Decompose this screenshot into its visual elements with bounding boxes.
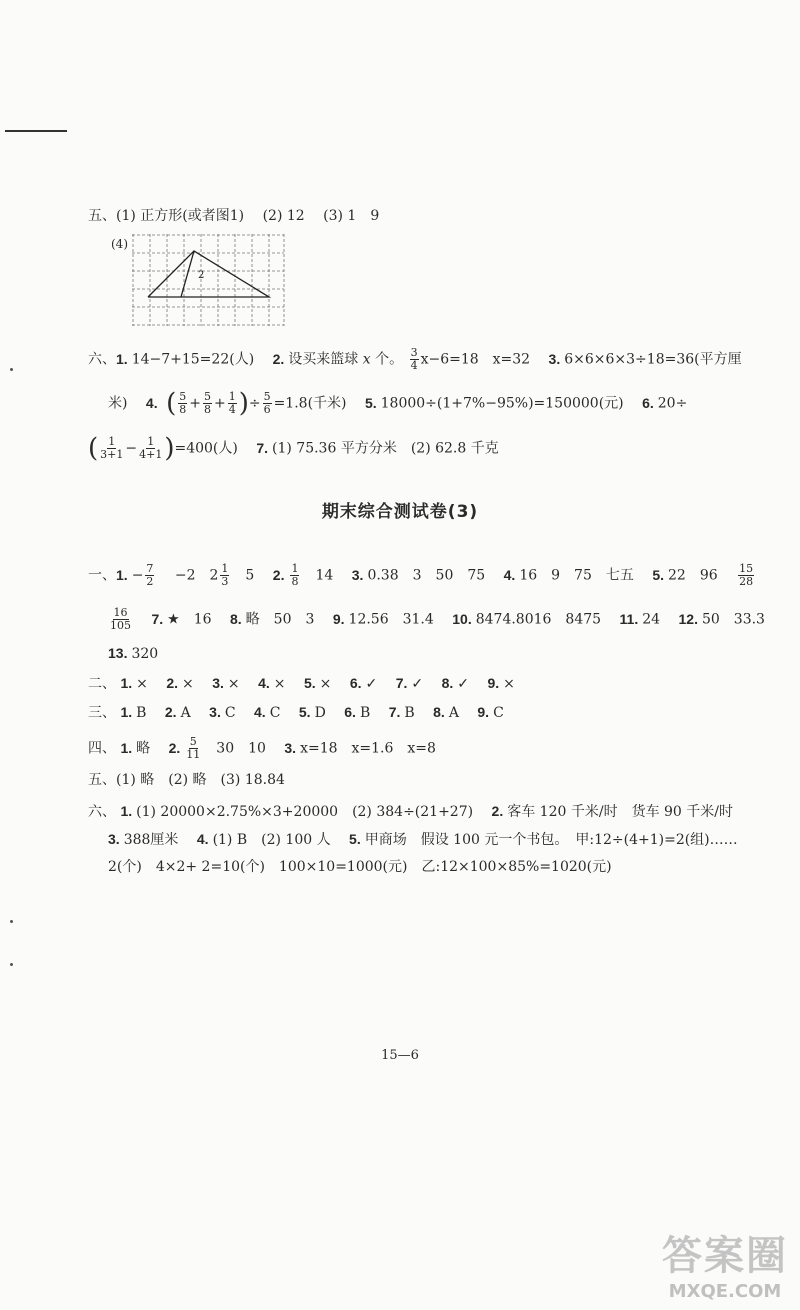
answer-text: x=18 x=1.6 x=8 xyxy=(300,740,436,757)
q-num: 6. xyxy=(642,394,654,411)
q-num: 9. xyxy=(332,610,345,627)
q-num: 1. xyxy=(120,803,133,819)
q-num: 5. xyxy=(652,566,664,583)
q-num: 8. xyxy=(229,610,242,627)
s3-line xyxy=(88,702,504,723)
q-num: 11. xyxy=(619,610,639,627)
answer-text: x−6=18 x=32 xyxy=(420,351,531,368)
answer-text: 6×6×6×3÷18=36(平方厘 xyxy=(564,351,742,368)
answer-mark: × xyxy=(503,676,515,692)
q-num: 4. xyxy=(503,566,516,583)
answer-text: 个。 xyxy=(375,351,404,368)
watermark-text: 答案圈 xyxy=(662,1233,788,1279)
answer-choice: B xyxy=(404,705,415,721)
q-num: 5. xyxy=(298,704,311,720)
prev-sec6-line2: 米) 4. ( $\frac{5}{8}$ + $\frac{5}{8}$ + $\frac{1}{4}$ )÷ $\frac{5}{6}$ =1.8(千米) 5. 18000÷(1+7%−95%)=150000(元) 6. 20÷ xyxy=(108,388,688,419)
fraction: $\frac{16}{105}$ xyxy=(110,606,131,632)
answer-text: =400(人) xyxy=(174,440,238,457)
s1-line3 xyxy=(108,643,158,664)
answer-choice: B xyxy=(359,705,371,721)
paren-open: ( xyxy=(166,388,177,419)
answer-text: 8474.8016 8475 xyxy=(475,611,602,628)
scan-speck xyxy=(10,963,13,966)
answer-choice: C xyxy=(224,705,236,721)
s5-head: 五、 xyxy=(88,772,116,788)
fraction: $\frac{5}{8}$ xyxy=(179,390,187,416)
q-num: 6. xyxy=(349,675,362,691)
answer-text: 30 10 xyxy=(216,740,266,757)
answer-text: ★ 16 xyxy=(167,611,212,628)
answer-text: (1) 75.36 平方分米 (2) 62.8 千克 xyxy=(272,440,499,457)
watermark-url: MXQE.COM xyxy=(668,1281,782,1302)
answer-mark: × xyxy=(227,676,240,692)
q-num: 1. xyxy=(120,739,133,756)
s6-head: 六、 xyxy=(88,804,116,820)
answer-choice: C xyxy=(493,705,504,721)
answer-text: 略 50 3 xyxy=(245,611,315,628)
q-num: 2. xyxy=(491,803,504,819)
q-num: 7. xyxy=(151,610,164,627)
prev-sec5-line1 xyxy=(88,206,379,226)
s1-line1: 一、1. − $\frac{7}{2}$ −2 2 $\frac{1}{3}$ 5 2. $\frac{1}{8}$ 14 3. 0.38 3 50 75 4. 16 9 75 七五 5. 22 96 $\frac{15}{28}$ xyxy=(88,562,754,588)
answer-mark: × xyxy=(273,676,286,692)
answer-mark: ✓ xyxy=(457,676,469,692)
q-num: 5. xyxy=(303,675,316,691)
answer-text: 22 96 xyxy=(668,567,718,584)
answer-mark: × xyxy=(136,676,148,692)
q-num: 6. xyxy=(344,704,356,720)
answer-text: 略 xyxy=(136,740,151,757)
q-num: 2. xyxy=(164,704,177,720)
answer-text: =1.8(千米) xyxy=(273,395,347,412)
prev-sec5-p3: (3) 1 9 xyxy=(323,208,380,224)
s6-line3 xyxy=(108,857,612,877)
answer-text: (1) 20000×2.75%×3+20000 (2) 384÷(21+27) xyxy=(136,804,474,820)
answer-text: 米) xyxy=(108,395,128,412)
answer-mark: × xyxy=(319,676,332,692)
answer-text: 5 xyxy=(245,567,255,584)
prev-sec6-line1 xyxy=(88,347,742,372)
top-rule xyxy=(5,130,67,132)
s2-line xyxy=(88,673,515,694)
s5-line xyxy=(88,770,285,790)
q-num: 9. xyxy=(477,704,490,720)
s1-head: 一、 xyxy=(88,567,116,584)
answer-choice: D xyxy=(314,705,326,721)
q-num: 1. xyxy=(116,350,128,367)
answer-text: 24 xyxy=(642,611,661,628)
q-num: 2. xyxy=(272,350,285,367)
answer-mark: ✓ xyxy=(365,676,378,692)
answer-text: (1) 略 (2) 略 (3) 18.84 xyxy=(116,772,285,788)
answer-choice: B xyxy=(136,705,147,721)
q-num: 9. xyxy=(487,675,500,691)
q-num: 3. xyxy=(548,350,561,367)
answer-mark: × xyxy=(182,676,194,692)
q-num: 1. xyxy=(120,675,133,691)
scan-speck xyxy=(10,920,13,923)
fraction: $\frac{7}{2}$ xyxy=(146,562,154,588)
q-num: 7. xyxy=(256,439,269,456)
s2-head: 二、 xyxy=(88,676,116,692)
q-num: 7. xyxy=(388,704,401,720)
page-number: 15—6 xyxy=(381,1048,419,1063)
q-num: 5. xyxy=(349,831,361,847)
q-num: 2. xyxy=(168,739,181,756)
fraction: $\frac{3}{4}$ xyxy=(410,346,418,372)
answer-text: 16 9 75 七五 xyxy=(519,567,634,584)
fraction: $\frac{5}{8}$ xyxy=(203,390,211,416)
q-num: 2. xyxy=(166,675,179,691)
answer-text: 设买来篮球 xyxy=(288,351,359,368)
s3-head: 三、 xyxy=(88,705,116,721)
answer-choice: C xyxy=(269,705,281,721)
answer-text: 14−7+15=22(人) xyxy=(131,351,255,368)
variable-x: x xyxy=(362,351,371,368)
fraction: $\frac{1}{4}$ xyxy=(228,390,236,416)
answer-text: −2 2 xyxy=(174,567,219,584)
q-num: 4. xyxy=(258,675,270,691)
q-num: 8. xyxy=(433,704,445,720)
q-num: 7. xyxy=(395,675,408,691)
s4-head: 四、 xyxy=(88,740,116,757)
figure-height-label: 2 xyxy=(198,270,205,281)
answer-text: 388厘米 xyxy=(123,832,179,848)
q-num: 4. xyxy=(196,831,209,847)
fraction: $\frac{15}{28}$ xyxy=(739,562,754,588)
paren-close: ) xyxy=(238,388,249,419)
q-num: 10. xyxy=(452,610,472,627)
q-num: 5. xyxy=(364,394,377,411)
q-num: 8. xyxy=(441,675,454,691)
prev-sec5-head: 五、(1) 正方形(或者图1) xyxy=(88,208,245,224)
paren-open: ( xyxy=(88,433,99,464)
answer-text: 20÷ xyxy=(657,395,688,412)
q-num: 2. xyxy=(272,566,285,583)
answer-mark: ✓ xyxy=(411,676,424,692)
answer-choice: A xyxy=(448,705,459,721)
fraction: $\frac{1}{3+1}$ xyxy=(100,435,124,461)
answer-text: 0.38 3 50 75 xyxy=(367,567,486,584)
answer-text: (1) B (2) 100 人 xyxy=(212,832,331,848)
answer-text: 12.56 31.4 xyxy=(348,611,434,628)
answer-choice: A xyxy=(180,705,191,721)
answer-text: 50 33.3 xyxy=(701,611,765,628)
q-num: 12. xyxy=(678,610,698,627)
q-num: 3. xyxy=(212,675,224,691)
scan-speck xyxy=(10,368,13,371)
watermark-logo xyxy=(662,1224,788,1302)
paren-close: ) xyxy=(164,433,175,464)
answer-text: 甲商场 假设 100 元一个书包。 甲:12÷(4+1)=2(组)…… xyxy=(364,832,738,848)
q-num: 3. xyxy=(108,831,120,847)
answer-text: 18000÷(1+7%−95%)=150000(元) xyxy=(380,395,624,412)
s1-line2 xyxy=(108,607,765,632)
q-num: 13. xyxy=(108,645,128,661)
q-num: 4. xyxy=(145,394,158,411)
fraction: $\frac{5}{6}$ xyxy=(263,390,271,416)
answer-text: 2(个) 4×2+ 2=10(个) 100×10=1000(元) 乙:12×100×85%=1020(元) xyxy=(108,859,612,875)
q-num: 1. xyxy=(120,704,133,720)
prev-sec6-line3: ( $\frac{1}{3+1}$ − $\frac{1}{4+1}$ )=400(人) 7. (1) 75.36 平方分米 (2) 62.8 千克 xyxy=(88,433,499,464)
prev-sec5-p2: (2) 12 xyxy=(262,208,305,224)
answer-text: 14 xyxy=(315,567,334,584)
q-num: 3. xyxy=(351,566,364,583)
answer-text: 客车 120 千米/时 货车 90 千米/时 xyxy=(507,804,734,820)
q-num: 4. xyxy=(254,704,266,720)
q-num: 1. xyxy=(116,566,128,583)
section-title: 期末综合测试卷(3) xyxy=(321,502,479,522)
fraction: $\frac{1}{4+1}$ xyxy=(139,435,163,461)
grid-figure-label: (4) xyxy=(111,237,128,251)
q-num: 3. xyxy=(209,704,221,720)
prev-sec6-head: 六、 xyxy=(88,351,116,368)
s4-line xyxy=(88,736,436,761)
fraction: $\frac{5}{11}$ xyxy=(186,735,201,761)
q-num: 3. xyxy=(284,739,297,756)
fraction: $\frac{1}{8}$ xyxy=(291,562,299,588)
s6-line2 xyxy=(108,829,738,850)
answer-text: 320 xyxy=(131,646,159,662)
fraction: $\frac{1}{3}$ xyxy=(221,562,229,588)
s6-line1 xyxy=(88,801,733,822)
grid-triangle-figure xyxy=(132,234,285,326)
